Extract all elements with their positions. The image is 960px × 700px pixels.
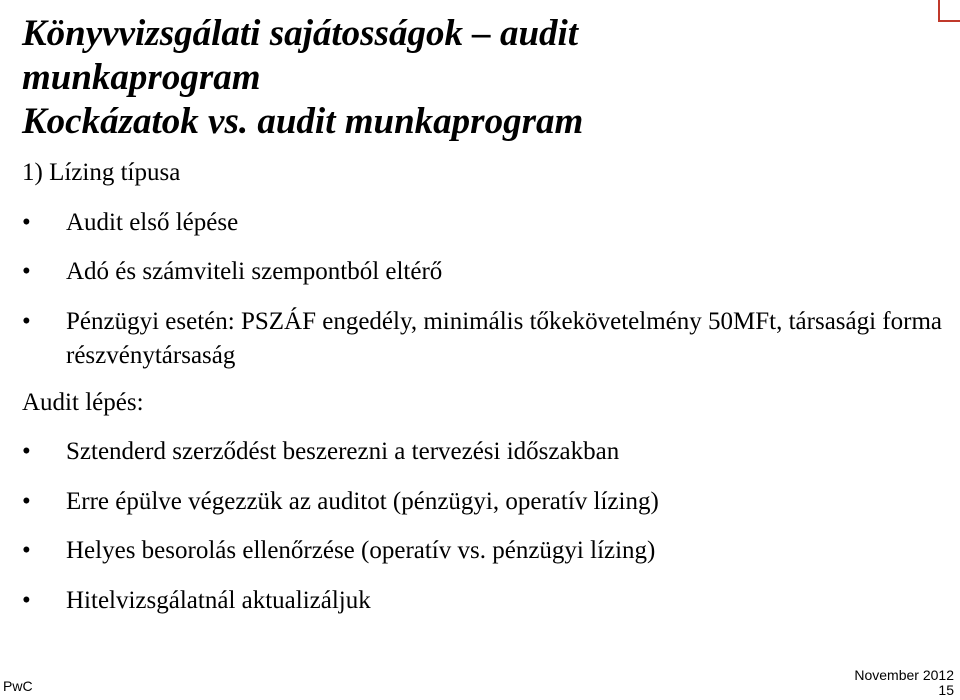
bullet-item: • Audit első lépése <box>22 206 942 240</box>
bullet-item: • Pénzügyi esetén: PSZÁF engedély, minimális tőkekövetelmény 50MFt, társasági forma részvénytársaság <box>22 305 942 373</box>
slide-title-line: Könyvvizsgálati sajátosságok – audit <box>22 13 579 54</box>
slide-title-line: Kockázatok vs. audit munkaprogram <box>22 101 584 142</box>
bullet-item: • Erre épülve végezzük az auditot (pénzügyi, operatív lízing) <box>22 485 942 519</box>
footer-date: November 2012 <box>854 667 954 683</box>
section-heading-lizing-tipusa: 1) Lízing típusa <box>22 159 181 186</box>
bullet-item: • Sztenderd szerződést beszerezni a tervezési időszakban <box>22 435 942 469</box>
bullet-item: • Helyes besorolás ellenőrzése (operatív vs. pénzügyi lízing) <box>22 534 942 568</box>
footer-info <box>854 668 954 698</box>
corner-frame-mark <box>938 0 960 22</box>
bullet-item: • Adó és számviteli szempontból eltérő <box>22 255 942 289</box>
slide-title-line: munkaprogram <box>22 57 261 98</box>
footer-page-number: 15 <box>938 682 954 698</box>
footer-company: PwC <box>3 678 33 694</box>
slide-body <box>22 156 942 633</box>
section-heading-audit-lepes: Audit lépés: <box>22 388 144 416</box>
slide-title <box>22 12 922 144</box>
bullet-item: • Hitelvizsgálatnál aktualizáljuk <box>22 584 942 618</box>
